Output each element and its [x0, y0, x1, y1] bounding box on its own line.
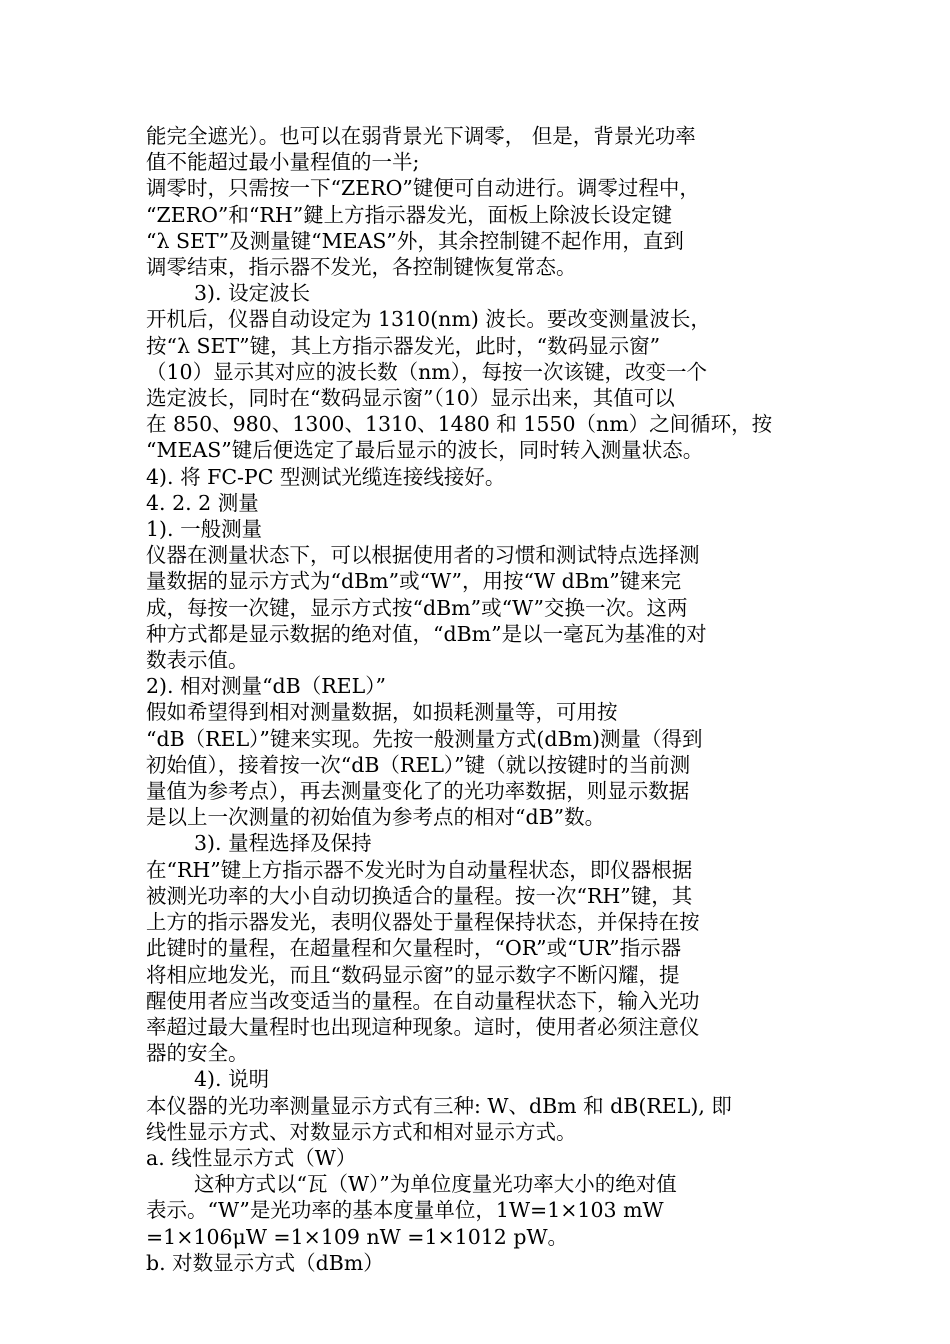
text-line: 假如希望得到相对测量数据，如损耗测量等，可用按 [146, 700, 618, 725]
text-line: 开机后，仪器自动设定为 1310(nm) 波长。要改变测量波长， [146, 307, 711, 332]
text-line: 种方式都是显示数据的绝对值，“dBm”是以一毫瓦为基准的对 [146, 621, 707, 646]
text-line: 率超过最大量程时也出现這种现象。這时，使用者必须注意仪 [146, 1014, 700, 1039]
text-line: 是以上一次测量的初始值为参考点的相对“dB”数。 [146, 805, 606, 830]
text-line: 本仪器的光功率测量显示方式有三种: W、dBm 和 dB(REL), 即 [146, 1093, 732, 1118]
text-line: 将相应地发光，而且“数码显示窗”的显示数字不断闪耀，提 [146, 962, 680, 987]
text-line: “ZERO”和“RH”鍵上方指示器发光，面板上除波长设定键 [146, 202, 673, 227]
text-line: 3). 量程选择及保持 [194, 831, 372, 856]
text-line: 1). 一般测量 [146, 517, 263, 542]
text-line: 按“λ SET”键，其上方指示器发光，此时，“数码显示窗” [146, 333, 661, 358]
text-line: 初始值），接着按一次“dB（REL）”键（就以按键时的当前测 [146, 752, 691, 777]
text-line: “dB（REL）”键来实现。先按一般测量方式(dBm)测量（得到 [146, 726, 703, 751]
text-line: 4. 2. 2 测量 [146, 490, 259, 515]
text-line: “λ SET”及测量键“MEAS”外，其余控制键不起作用，直到 [146, 228, 684, 253]
text-line: 这种方式以“瓦（W）”为单位度量光功率大小的绝对值 [194, 1172, 677, 1197]
text-line: 调零结束，指示器不发光，各控制键恢复常态。 [146, 255, 577, 280]
text-line: 3). 设定波长 [194, 281, 311, 306]
text-line: 成，每按一次键，显示方式按“dBm”或“W”交换一次。这两 [146, 595, 688, 620]
document-body [146, 123, 806, 1276]
text-line: 在 850、980、1300、1310、1480 和 1550（nm）之间循环，按 [146, 412, 773, 437]
text-line: 被测光功率的大小自动切换适合的量程。按一次“RH”键，其 [146, 883, 693, 908]
text-line: 4). 将 FC-PC 型测试光缆连接线接好。 [146, 464, 506, 489]
text-line: 表示。“W”是光功率的基本度量单位，1W=1×103 mW [146, 1198, 664, 1223]
text-line: 量值为参考点），再去测量变化了的光功率数据，则显示数据 [146, 779, 690, 804]
text-line: 能完全遮光）。也可以在弱背景光下调零， 但是，背景光功率 [146, 124, 696, 148]
text-line: （10）显示其对应的波长数（nm），每按一次该键，改变一个 [146, 359, 707, 384]
text-line: 上方的指示器发光，表明仪器处于量程保持状态，并保持在按 [146, 910, 700, 935]
text-line: a. 线性显示方式（W） [146, 1145, 357, 1170]
text-line: 醒使用者应当改变适当的量程。在自动量程状态下，输入光功 [146, 988, 700, 1013]
text-line: b. 对数显示方式（dBm） [146, 1250, 384, 1275]
text-line: 4). 说明 [194, 1067, 270, 1092]
text-line: 调零时，只需按一下“ZERO”键便可自动进行。调零过程中， [146, 176, 700, 201]
text-line: 仪器在测量状态下，可以根据使用者的习惯和测试特点选择测 [146, 543, 700, 568]
text-line: 值不能超过最小量程值的一半; [146, 150, 420, 175]
text-line: =1×106μW =1×109 nW =1×1012 pW。 [146, 1224, 569, 1249]
text-line: 器的安全。 [146, 1041, 249, 1066]
text-line: 此键时的量程，在超量程和欠量程时，“OR”或“UR”指示器 [146, 936, 682, 961]
text-line: “MEAS”键后便选定了最后显示的波长，同时转入测量状态。 [146, 438, 704, 463]
text-line: 2). 相对测量“dB（REL）” [146, 674, 386, 699]
text-line: 在“RH”键上方指示器不发光时为自动量程状态，即仪器根据 [146, 857, 693, 882]
text-line: 选定波长，同时在“数码显示窗”（10）显示出来，其值可以 [146, 386, 675, 411]
text-line: 线性显示方式、对数显示方式和相对显示方式。 [146, 1119, 577, 1144]
text-line: 数表示值。 [146, 648, 249, 673]
text-line: 量数据的显示方式为“dBm”或“W”，用按“W dBm”键来完 [146, 569, 682, 594]
